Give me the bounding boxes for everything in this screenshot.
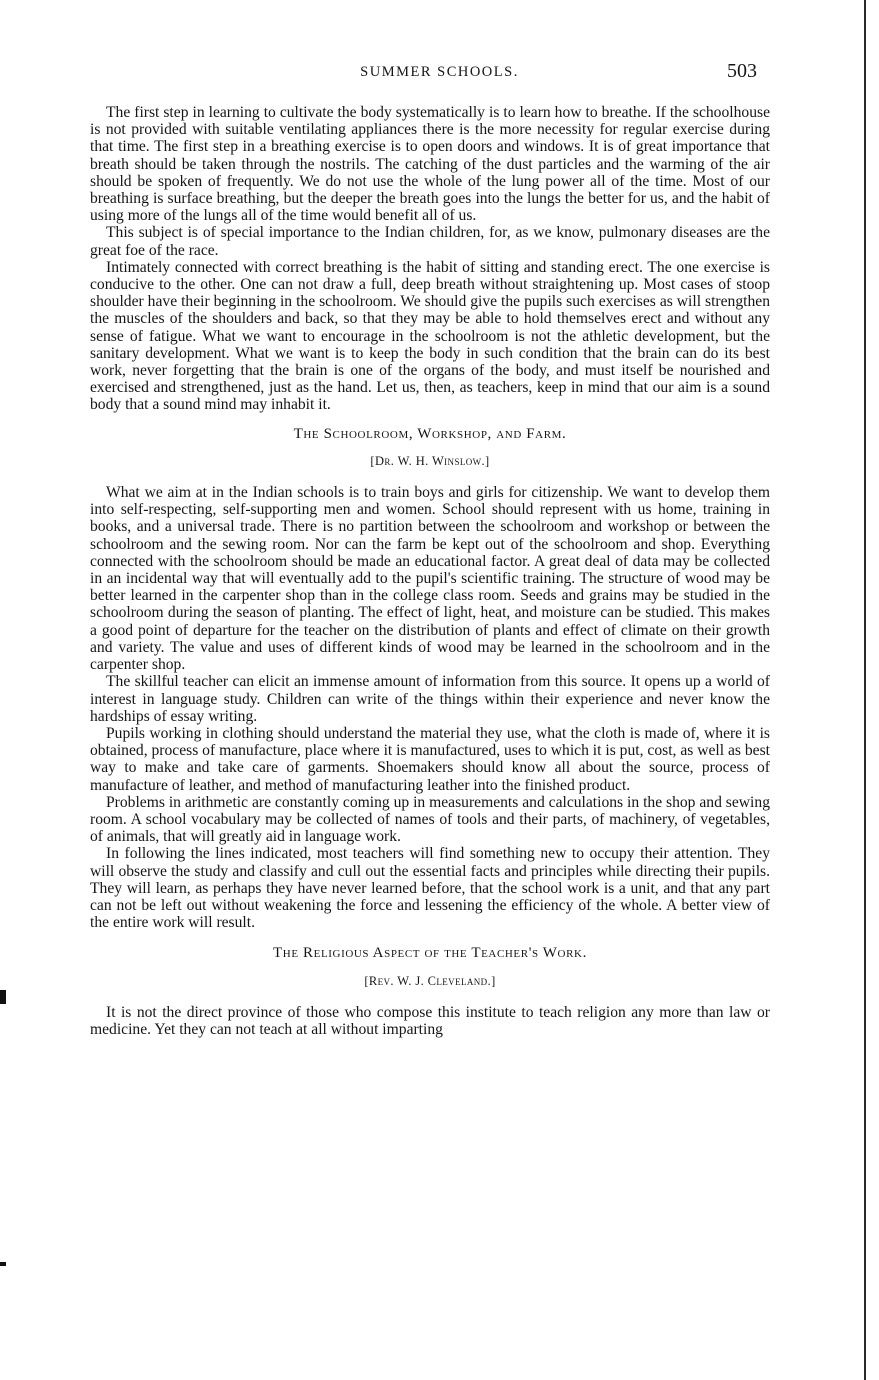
paragraph: Intimately connected with correct breathing is the habit of sitting and standing erect. The one exercise is conducive to the other. One can not draw a full, deep breath without straightening up. Most cases of stoop shoulder have their beginning in the schoolroom. We should give the pupils such exercises as will strengthen the muscles of the shoulders and back, so that they may be able to hold themselves erect and without any sense of fatigue. What we want to encourage in the schoolroom is not the athletic development, but the sanitary development. What we want is to keep the body in such condition that the brain can do its best work, never forgetting that the brain is one of the organs of the body, and must itself be nourished and exercised and strengthened, just as the hand. Let us, then, as teachers, keep in mind that our aim is a sound body that a sound mind may inhabit it.	[90, 258, 770, 414]
page-number: 503	[727, 60, 757, 82]
section-author: [Dr. W. H. Winslow.]	[370, 453, 490, 468]
section-author: [Rev. W. J. Cleveland.]	[364, 973, 496, 988]
paragraph: Pupils working in clothing should understand the material they use, what the cloth is made of, where it is obtained, process of manufacture, place where it is manufactured, uses to which it is put, cost, as well as best way to make and take care of garments. Shoemakers should know all about the source, process of manufacture of leather, and method of manufacturing leather into the finished product.	[90, 724, 770, 794]
paragraph: Problems in arithmetic are constantly coming up in measurements and calculations in the shop and sewing room. A school vocabulary may be collected of names of tools and their parts, of machinery, of vegetables, of animals, that will greatly aid in language work.	[90, 793, 770, 846]
paragraph: It is not the direct province of those who compose this institute to teach religion any more than law or medicine. Yet they can not teach at all without imparting	[90, 1003, 770, 1038]
section-heading: The Religious Aspect of the Teacher's Work.	[273, 945, 587, 962]
page-header	[0, 60, 879, 84]
paragraph: What we aim at in the Indian schools is to train boys and girls for citizenship. We want to develop them into self-respecting, self-supporting men and women. School should represent with us home, training in books, and a universal trade. There is no partition between the schoolroom and workshop or between the schoolroom and the sewing room. Nor can the farm be kept out of the schoolroom and shop. Everything connected with the schoolroom should be made an educational factor. A great deal of data may be collected in an incidental way that will eventually add to the pupil's scientific training. The structure of wood may be better learned in the carpenter shop than in the college class room. Seeds and grains may be studied in the schoolroom during the season of planting. The effect of light, heat, and moisture can be studied. This makes a good point of departure for the teacher on the distribution of plants and effect of climate on their growth and variety. The value and uses of different kinds of wood may be learned in the schoolroom and in the carpenter shop.	[90, 484, 770, 674]
paragraph: The skillful teacher can elicit an immense amount of information from this source. It opens up a world of interest in language study. Children can write of the things within their experience and never know the hardships of essay writing.	[90, 673, 770, 725]
page-body	[90, 104, 770, 1038]
section-heading: The Schoolroom, Workshop, and Farm.	[293, 425, 567, 442]
scan-margin-mark	[0, 990, 6, 1004]
paragraph: In following the lines indicated, most teachers will find something new to occupy their attention. They will observe the study and classify and cull out the essential facts and principles while directing their pupils. They will learn, as perhaps they have never learned before, that the school work is a unit, and that any part can not be left out without weakening the force and lessening the efficiency of the whole. A better view of the entire work will result.	[90, 845, 770, 932]
paragraph: The first step in learning to cultivate the body systematically is to learn how to breathe. If the schoolhouse is not provided with suitable ventilating appliances there is the more necessity for regular exercise during that time. The first step in a breathing exercise is to open doors and windows. It is of great importance that breath should be taken through the nostrils. The catching of the dust particles and the warming of the air should be spoken of frequently. We do not use the whole of the lung power all of the time. Most of our breathing is surface breathing, but the deeper the breath goes into the lungs the better for us, and the habit of using more of the lungs all of the time would benefit all of us.	[90, 104, 770, 225]
page-edge-rule	[864, 0, 866, 1380]
paragraph: This subject is of special importance to the Indian children, for, as we know, pulmonary diseases are the great foe of the race.	[90, 224, 770, 259]
running-head: SUMMER SCHOOLS.	[360, 64, 519, 80]
scan-margin-mark	[0, 1262, 6, 1266]
